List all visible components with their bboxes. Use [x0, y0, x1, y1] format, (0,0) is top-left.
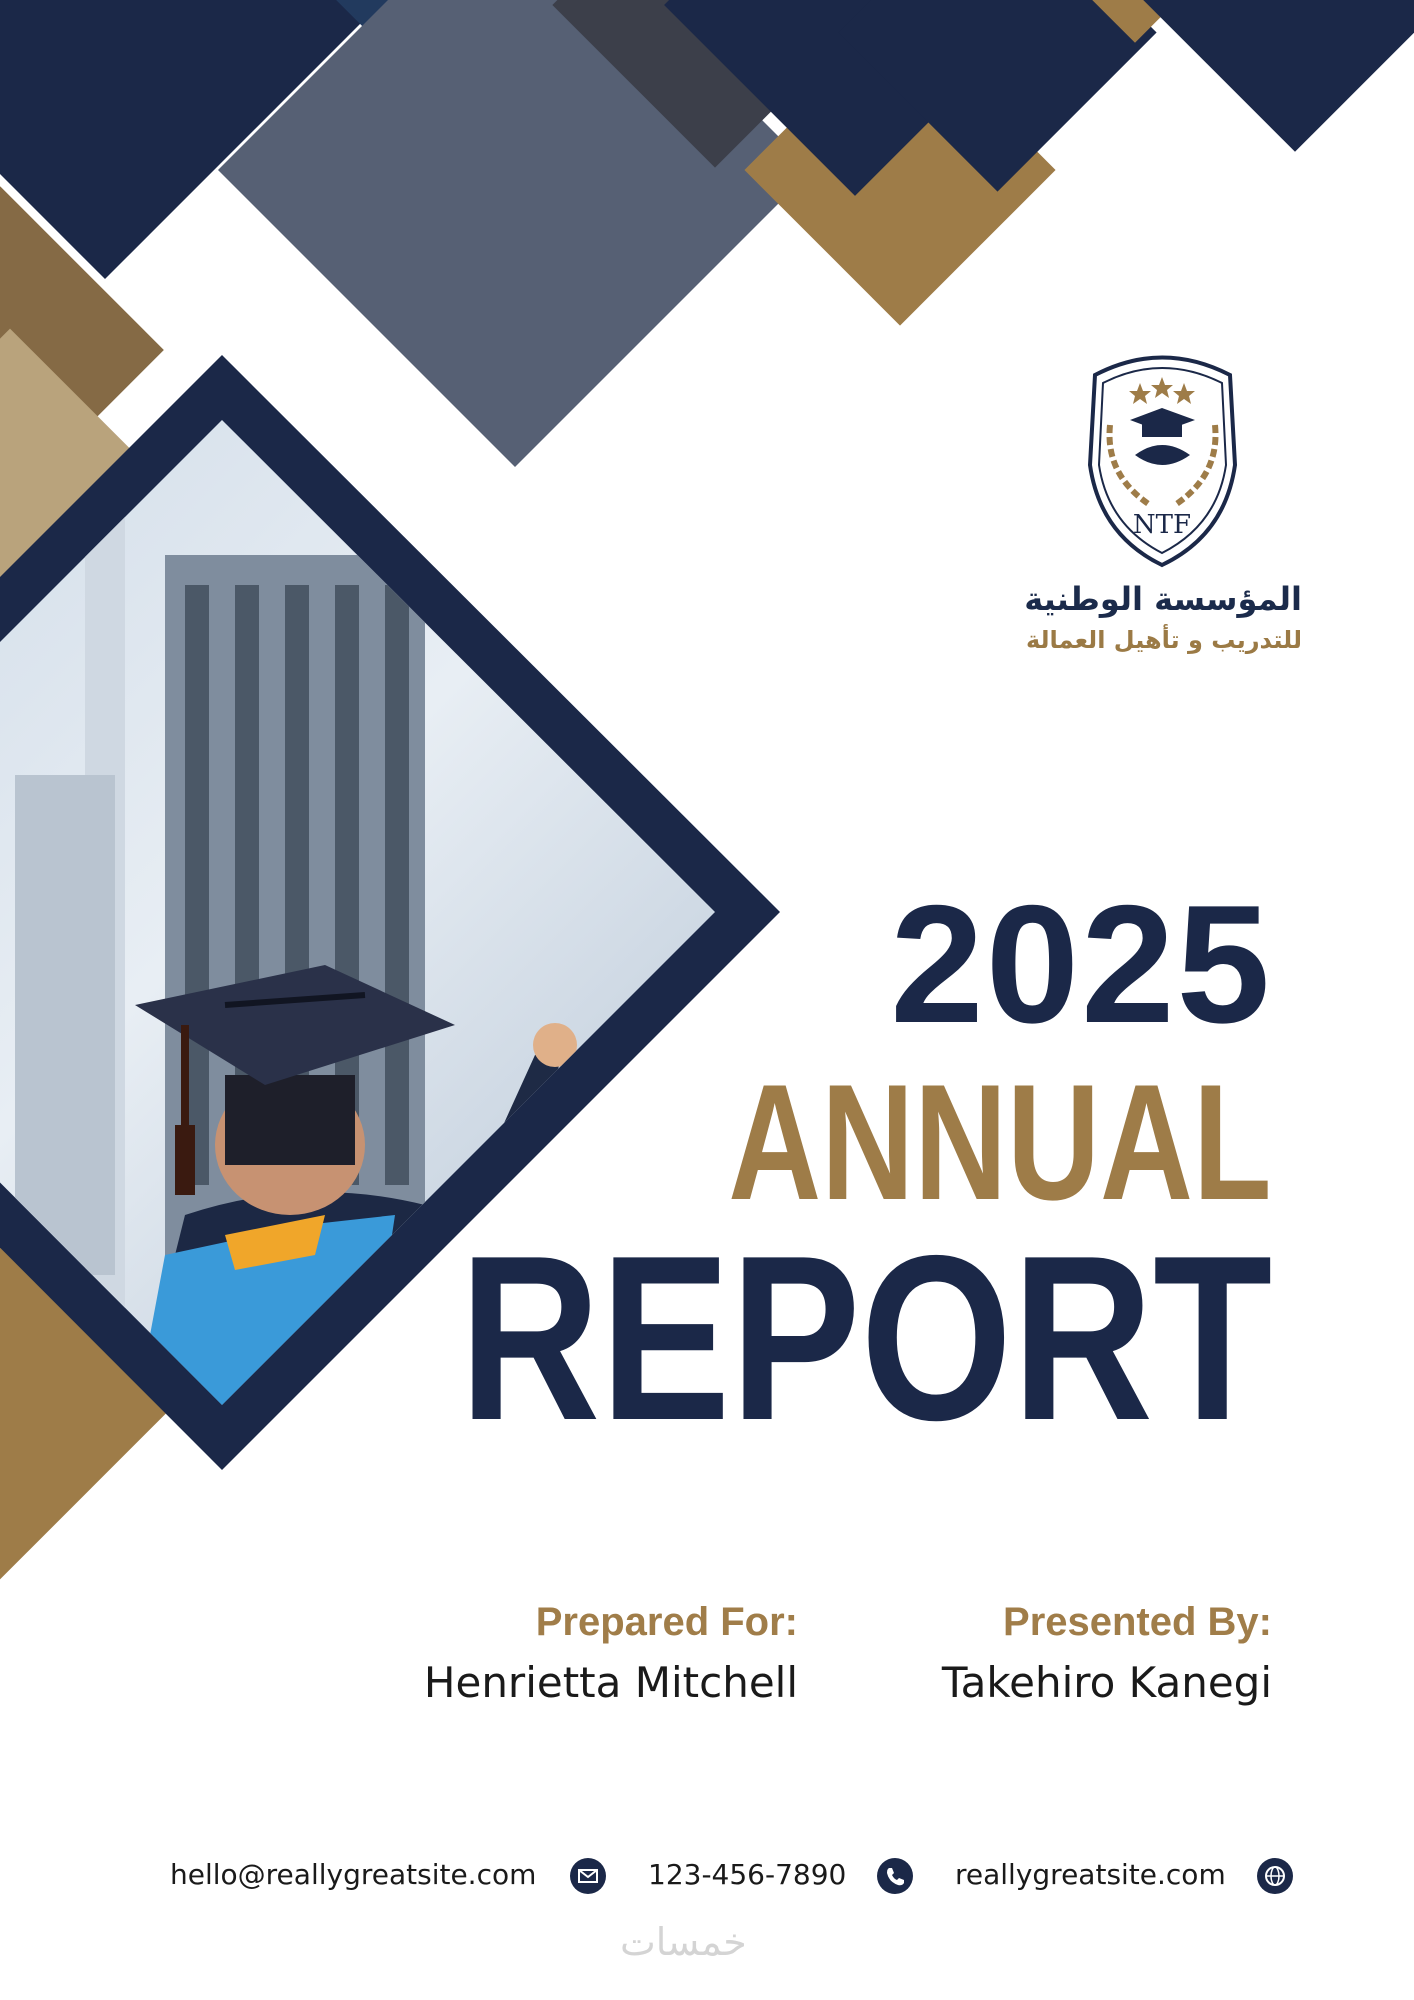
watermark: خمسات [620, 1920, 747, 1964]
contact-phone[interactable]: 123-456-7890 [648, 1858, 847, 1891]
title-report: REPORT [459, 1206, 1272, 1469]
ntf-logo [1075, 345, 1250, 575]
contact-email[interactable]: hello@reallygreatsite.com [170, 1858, 537, 1891]
logo-monogram: NTF [1132, 510, 1192, 540]
presented-by-label: Presented By: [1003, 1600, 1272, 1644]
org-arabic-subtitle: للتدريب و تأهيل العمالة [1025, 626, 1302, 654]
report-year: 2025 [890, 870, 1272, 1058]
prepared-for-label: Prepared For: [535, 1600, 798, 1644]
presented-by-name: Takehiro Kanegi [941, 1658, 1272, 1707]
title-annual: ANNUAL [728, 1050, 1272, 1234]
prepared-for-name: Henrietta Mitchell [423, 1658, 798, 1707]
phone-icon [877, 1858, 913, 1894]
deco-square-navy-far-right [1118, 0, 1414, 152]
org-arabic-title: المؤسسة الوطنية [1024, 580, 1302, 618]
envelope-icon [570, 1858, 606, 1894]
globe-icon [1257, 1858, 1293, 1894]
contact-website[interactable]: reallygreatsite.com [955, 1858, 1226, 1891]
